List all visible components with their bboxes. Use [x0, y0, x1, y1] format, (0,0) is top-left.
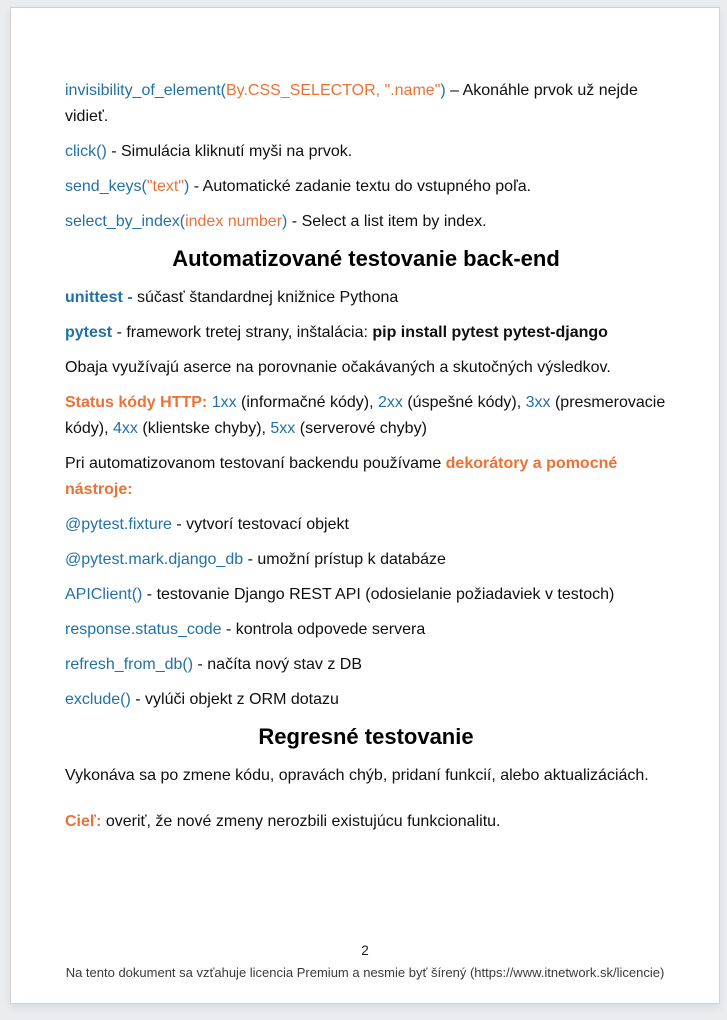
- text-run: - testovanie Django REST API (odosielanie požiadaviek v testoch): [142, 586, 615, 603]
- license-notice: Na tento dokument sa vzťahuje licencia Premium a nesmie byť šírený (https://www.itnetwork.sk/licencie): [65, 965, 665, 980]
- status-code-1xx: 1xx: [211, 394, 237, 411]
- text-run: overiť, že nové zmeny nerozbili existujúcu funkcionalitu.: [101, 813, 501, 830]
- code-token: ): [440, 82, 446, 99]
- text-run: - umožní prístup k databáze: [243, 551, 446, 568]
- paragraph-decorators-intro: [65, 451, 667, 503]
- paragraph-http-status-codes: [65, 390, 667, 442]
- text-run: Pri automatizovanom testovaní backendu používame: [65, 455, 446, 472]
- text-run: - Simulácia kliknutí myši na prvok.: [106, 143, 353, 160]
- accent-label: Cieľ:: [65, 813, 102, 830]
- text-run: Obaja využívajú aserce na porovnanie očakávaných a skutočných výsledkov.: [65, 359, 611, 376]
- paragraph-refresh-from-db: [65, 652, 667, 678]
- text-run: - načíta nový stav z DB: [193, 656, 362, 673]
- paragraph-apiclient: [65, 582, 667, 608]
- text-run: - framework tretej strany, inštalácia:: [112, 324, 373, 341]
- code-token: ): [183, 178, 190, 195]
- section-heading-regression-testing: Regresné testovanie: [258, 724, 474, 749]
- page-footer: [11, 943, 719, 981]
- paragraph-regression-goal: [65, 809, 667, 835]
- page-number: 2: [361, 943, 369, 958]
- accent-label: dekorátory a pomocné nástroje:: [65, 455, 618, 498]
- code-argument: index number: [185, 213, 283, 230]
- code-token: exclude(): [65, 691, 131, 708]
- text-run: – Akonáhle prvok už nejde vidieť.: [65, 82, 638, 125]
- code-token: APIClient(): [65, 586, 143, 603]
- code-argument: "text": [146, 178, 184, 195]
- status-code-3xx: 3xx: [525, 394, 551, 411]
- paragraph-pytest-fixture: [65, 512, 667, 538]
- paragraph-click-method: [65, 139, 667, 165]
- paragraph-response-status-code: [65, 617, 667, 643]
- paragraph-select-by-index-method: [65, 209, 667, 235]
- section-heading-backend-testing: Automatizované testovanie back-end: [172, 246, 560, 271]
- text-run: (presmerovacie kódy),: [65, 394, 666, 437]
- document-page: [10, 7, 720, 1004]
- status-code-4xx: 4xx: [113, 420, 138, 437]
- status-code-5xx: 5xx: [270, 420, 296, 437]
- paragraph-pytest-mark-django-db: [65, 547, 667, 573]
- text-run: - Automatické zadanie textu do vstupného poľa.: [189, 178, 532, 195]
- code-token: invisibility_of_element(: [65, 82, 226, 99]
- code-token: @pytest.fixture: [65, 516, 172, 533]
- paragraph-assertions-note: [65, 355, 667, 381]
- text-run: súčasť štandardnej knižnice Pythona: [132, 289, 399, 306]
- status-code-2xx: 2xx: [377, 394, 403, 411]
- text-run: (úspešné kódy),: [402, 394, 526, 411]
- text-run: (informačné kódy),: [236, 394, 378, 411]
- accent-label: Status kódy HTTP:: [65, 394, 212, 411]
- text-run: - vylúči objekt z ORM dotazu: [130, 691, 339, 708]
- code-token: ): [282, 213, 288, 230]
- paragraph-invisibility-of-element: [65, 78, 667, 130]
- code-token: click(): [65, 143, 107, 160]
- text-run: (serverové chyby): [295, 420, 427, 437]
- text-run: - vytvorí testovací objekt: [171, 516, 349, 533]
- text-run: (klientske chyby),: [137, 420, 271, 437]
- paragraph-exclude: [65, 687, 667, 713]
- text-run: - kontrola odpovede servera: [221, 621, 426, 638]
- paragraph-pytest: [65, 320, 667, 346]
- code-token: response.status_code: [65, 621, 222, 638]
- text-run: - Select a list item by index.: [287, 213, 487, 230]
- shell-command: pip install pytest pytest-django: [372, 324, 608, 341]
- paragraph-send-keys-method: [65, 174, 667, 200]
- text-run: Vykonáva sa po zmene kódu, opravách chýb, pridaní funkcií, alebo aktualizáciách.: [65, 767, 649, 784]
- code-term: pytest: [65, 324, 113, 341]
- document-content: [11, 8, 721, 835]
- paragraph-unittest: [65, 285, 667, 311]
- code-token: refresh_from_db(): [65, 656, 194, 673]
- code-token: send_keys(: [65, 178, 147, 195]
- paragraph-regression-description: [65, 763, 667, 789]
- code-argument: By.CSS_SELECTOR, ".name": [225, 82, 441, 99]
- code-token: select_by_index(: [65, 213, 186, 230]
- code-token: @pytest.mark.django_db: [65, 551, 244, 568]
- code-term: unittest -: [65, 289, 133, 306]
